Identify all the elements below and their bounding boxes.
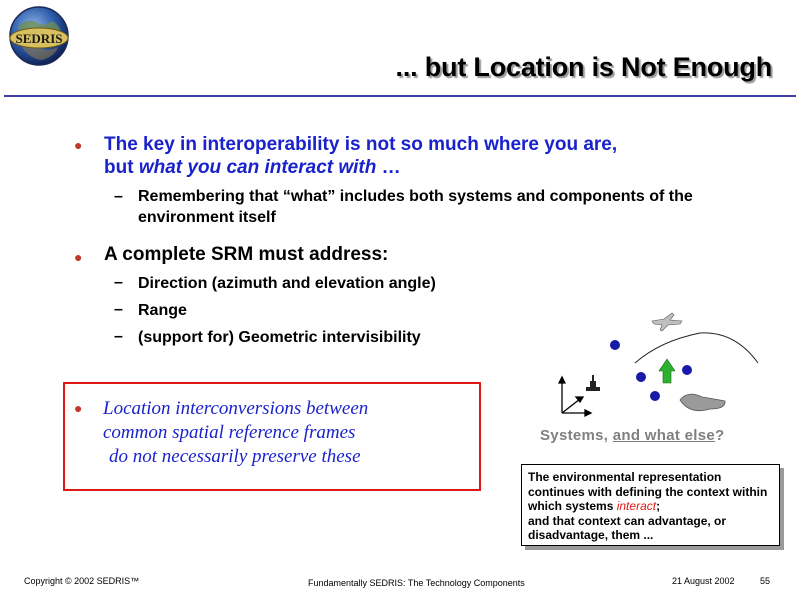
footer-date: 21 August 2002 — [672, 576, 735, 586]
coordinate-axes-icon — [559, 377, 591, 416]
caption-underlined: and what else — [612, 427, 716, 444]
sub-bullet-direction: Direction (azimuth and elevation angle) — [138, 275, 436, 292]
scene-caption — [540, 427, 724, 444]
note-part2: ; — [656, 499, 661, 513]
terrain-feature-icon — [680, 394, 725, 411]
slide-title: ... but Location is Not Enough — [395, 52, 772, 82]
footer-copyright: Copyright © 2002 SEDRIS™ — [24, 576, 140, 586]
caption-part2: ? — [715, 427, 725, 444]
systems-scene-illustration — [540, 305, 780, 425]
boxed-bullet-location — [103, 397, 473, 469]
sub-bullet-range: Range — [138, 302, 187, 319]
boxed-line-2: common spatial reference frames — [103, 422, 356, 443]
title-divider — [4, 95, 796, 97]
dash-icon: – — [114, 328, 123, 345]
note-part1: The environmental representation continues with defining the context within which systems — [528, 470, 768, 513]
bullet1-part3: … — [376, 157, 401, 178]
bullet-dot-icon: ● — [74, 137, 83, 153]
bullet1-emphasis: what you can interact with — [138, 157, 377, 178]
boxed-line-1: Location interconversions between — [103, 398, 369, 419]
system-marker-icon — [636, 372, 646, 382]
note-emphasis: interact — [616, 499, 657, 513]
note-part3: and that context can advantage, or disadvantage, them ... — [528, 513, 727, 542]
terrain-hill-icon — [635, 333, 758, 363]
vehicle-icon — [586, 375, 600, 391]
bullet-complete-srm: A complete SRM must address: — [104, 244, 389, 265]
bullet-dot-icon: ● — [74, 249, 83, 265]
bullet-dot-icon: ● — [74, 400, 83, 416]
system-marker-icon — [682, 365, 692, 375]
aircraft-icon — [652, 313, 682, 331]
boxed-line-3: do not necessarily preserve these — [109, 446, 361, 467]
logo-text: SEDRIS — [15, 31, 63, 46]
footer-title: Fundamentally SEDRIS: The Technology Components — [308, 578, 525, 588]
footer-page-number: 55 — [760, 576, 771, 586]
system-markers — [610, 340, 692, 401]
bullet-interoperability — [104, 133, 724, 179]
system-marker-icon — [650, 391, 660, 401]
sedris-logo — [8, 5, 70, 67]
caption-part1: Systems, — [540, 427, 613, 444]
green-arrow-icon — [659, 359, 675, 383]
dash-icon: – — [114, 274, 123, 291]
dash-icon: – — [114, 301, 123, 318]
bullet1-part1: The key in interoperability is not so much where you are, — [104, 134, 618, 155]
system-marker-icon — [610, 340, 620, 350]
sub-bullet-remembering: Remembering that “what” includes both systems and components of the environment itself — [138, 188, 693, 226]
note-box — [521, 464, 780, 546]
bullet1-part2: but — [104, 157, 139, 178]
dash-icon: – — [114, 188, 123, 205]
sub-bullet-intervisibility: (support for) Geometric intervisibility — [138, 329, 421, 346]
